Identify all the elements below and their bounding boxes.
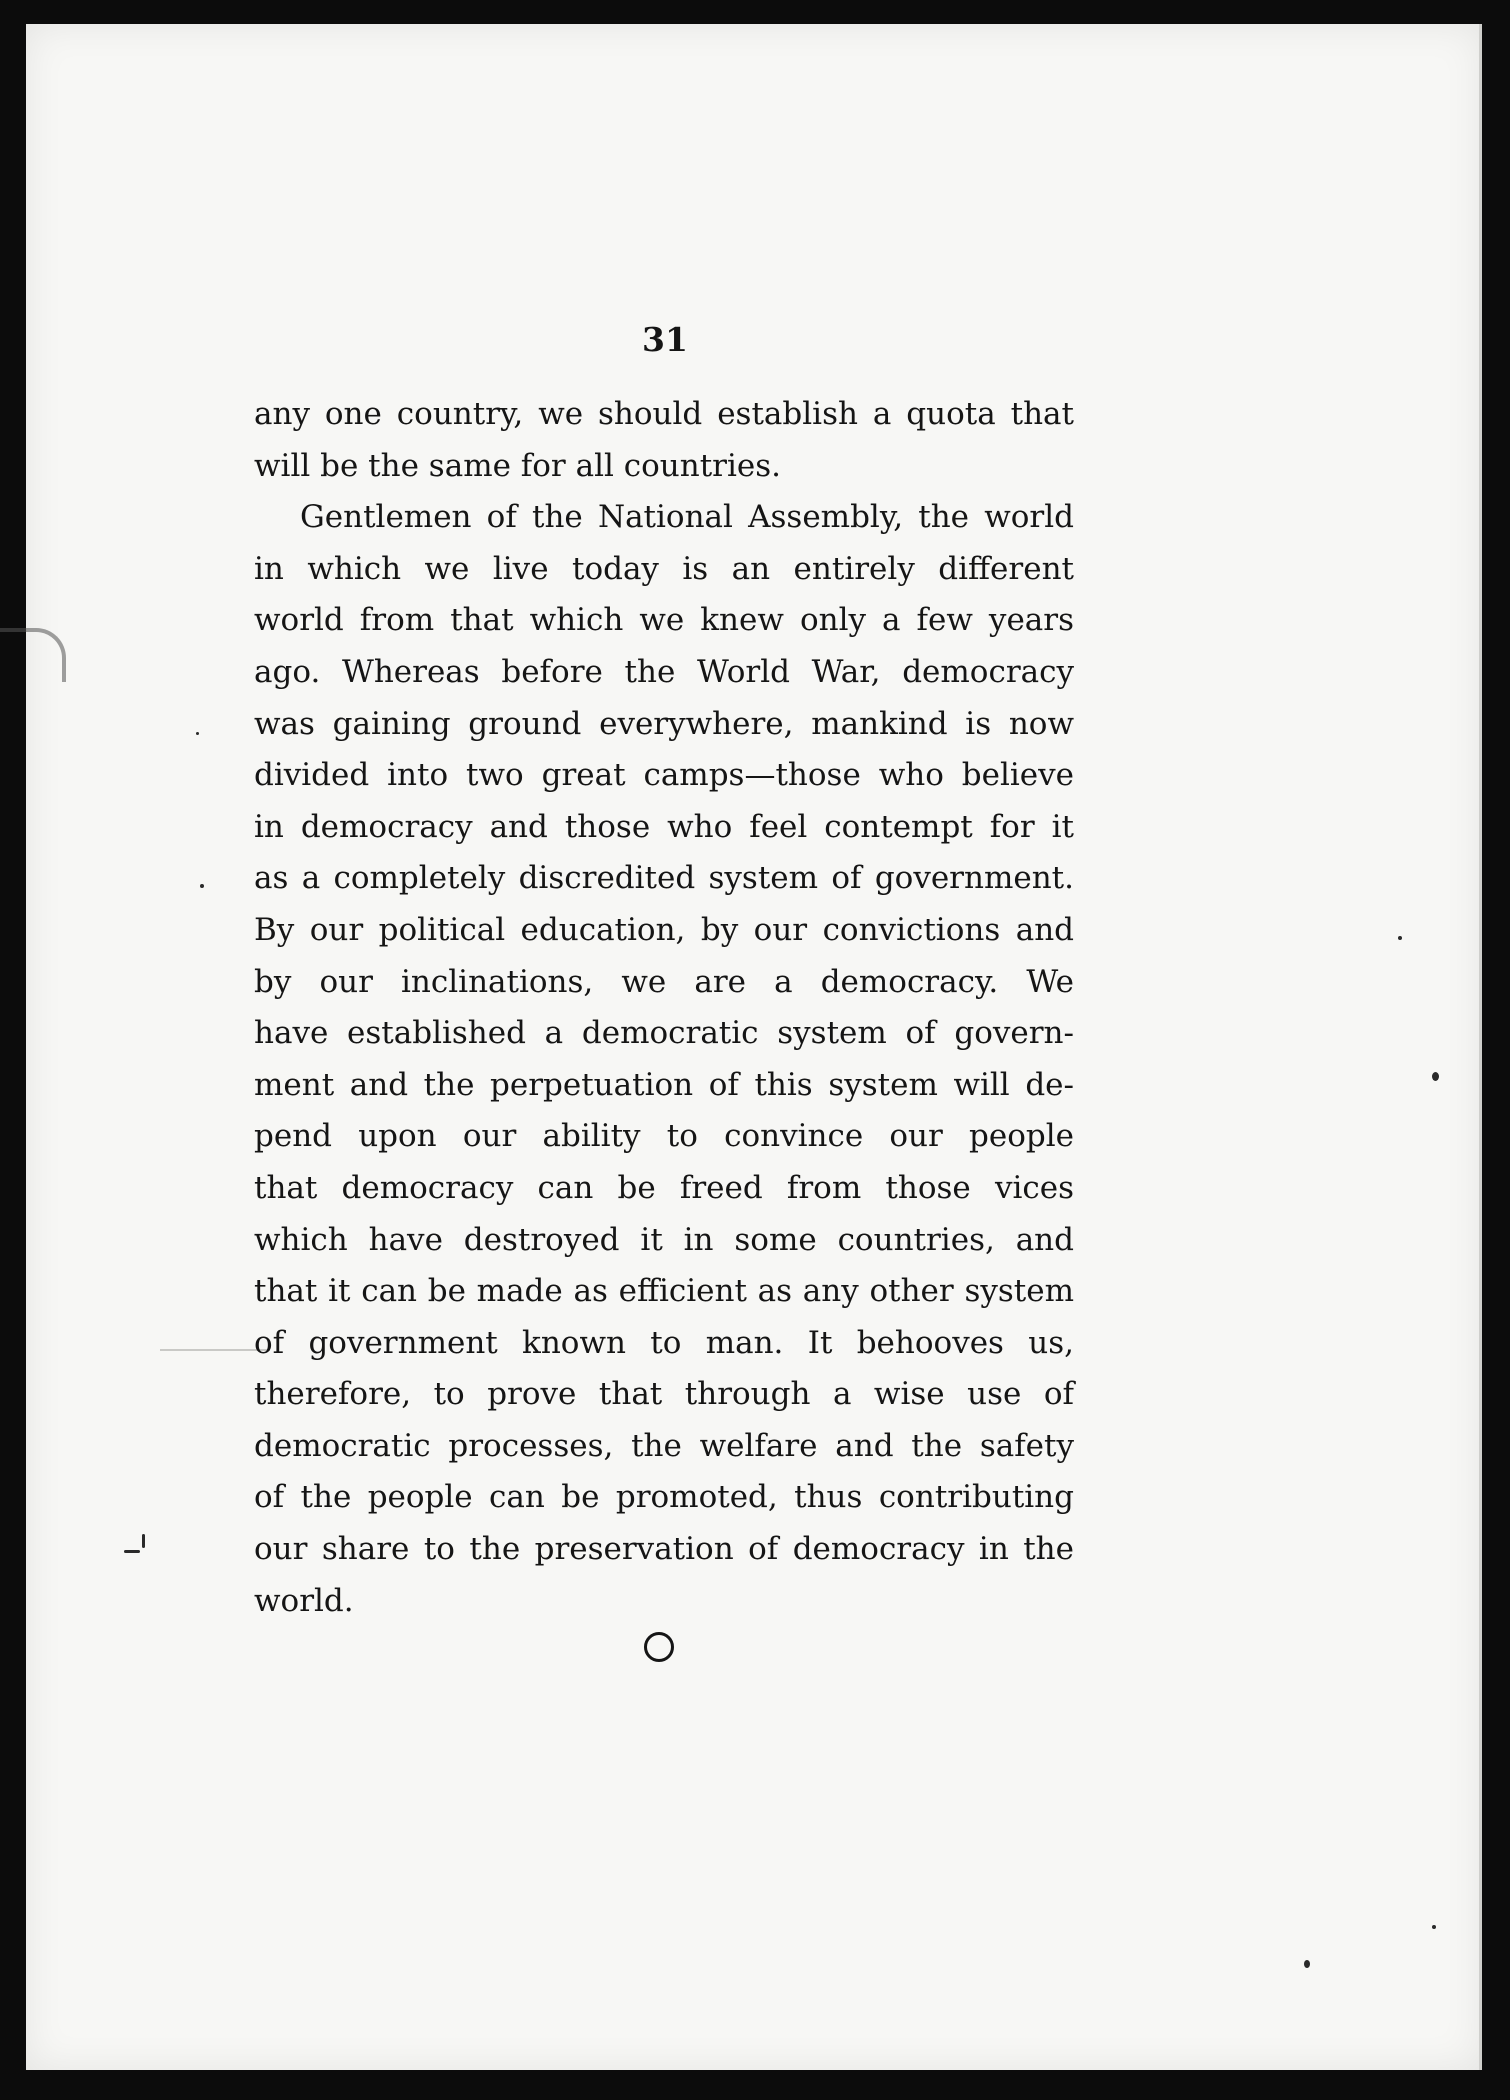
text-line: our share to the preservation of democracy in the bbox=[254, 1531, 1074, 1568]
text-line: divided into two great camps—those who believe bbox=[254, 757, 1074, 794]
text-line: as a completely discredited system of government. bbox=[254, 860, 1074, 897]
text-line: in democracy and those who feel contempt for it bbox=[254, 808, 1074, 845]
paper-edge bbox=[1479, 24, 1482, 2070]
scan-speck bbox=[1432, 1072, 1439, 1081]
text-line: therefore, to prove that through a wise use of bbox=[254, 1376, 1074, 1413]
text-line: world from that which we knew only a few years bbox=[254, 602, 1074, 639]
scan-speck bbox=[1432, 1925, 1436, 1929]
text-line: By our political education, by our convictions and bbox=[254, 911, 1074, 948]
paragraph-2 bbox=[254, 492, 1074, 1627]
text-line: of government known to man. It behooves us, bbox=[254, 1324, 1074, 1361]
binding-mark bbox=[0, 628, 66, 682]
text-line: by our inclinations, we are a democracy. We bbox=[254, 963, 1074, 1000]
paragraph-1 bbox=[254, 389, 1074, 492]
scan-speck bbox=[1398, 936, 1402, 940]
text-line: pend upon our ability to convince our people bbox=[254, 1118, 1074, 1155]
text-line: was gaining ground everywhere, mankind is now bbox=[254, 705, 1074, 742]
text-line: ago. Whereas before the World War, democracy bbox=[254, 653, 1074, 690]
text-line: any one country, we should establish a quota that bbox=[254, 396, 1074, 432]
text-line: ment and the perpetuation of this system will de- bbox=[254, 1066, 1074, 1103]
scan-speck bbox=[142, 1534, 145, 1548]
text-line: Gentlemen of the National Assembly, the world bbox=[300, 499, 1074, 536]
text-line: will be the same for all countries. bbox=[254, 447, 782, 484]
scan-speck bbox=[124, 1550, 140, 1553]
text-line: in which we live today is an entirely different bbox=[254, 550, 1074, 587]
text-line: world. bbox=[254, 1582, 354, 1619]
scan-speck bbox=[1304, 1960, 1310, 1968]
text-line: democratic processes, the welfare and the safety bbox=[254, 1427, 1074, 1464]
scan-speck bbox=[200, 884, 204, 888]
text-line: that it can be made as efficient as any other system bbox=[254, 1273, 1074, 1310]
page-number: 31 bbox=[642, 320, 688, 359]
text-line: of the people can be promoted, thus contributing bbox=[254, 1479, 1074, 1516]
scan-speck bbox=[196, 732, 199, 735]
text-line: which have destroyed it in some countries, and bbox=[254, 1221, 1074, 1258]
text-line: have established a democratic system of govern- bbox=[254, 1015, 1074, 1052]
text-line: that democracy can be freed from those vices bbox=[254, 1169, 1074, 1206]
end-mark-circle-icon bbox=[644, 1632, 674, 1662]
body-text bbox=[254, 389, 1074, 1627]
